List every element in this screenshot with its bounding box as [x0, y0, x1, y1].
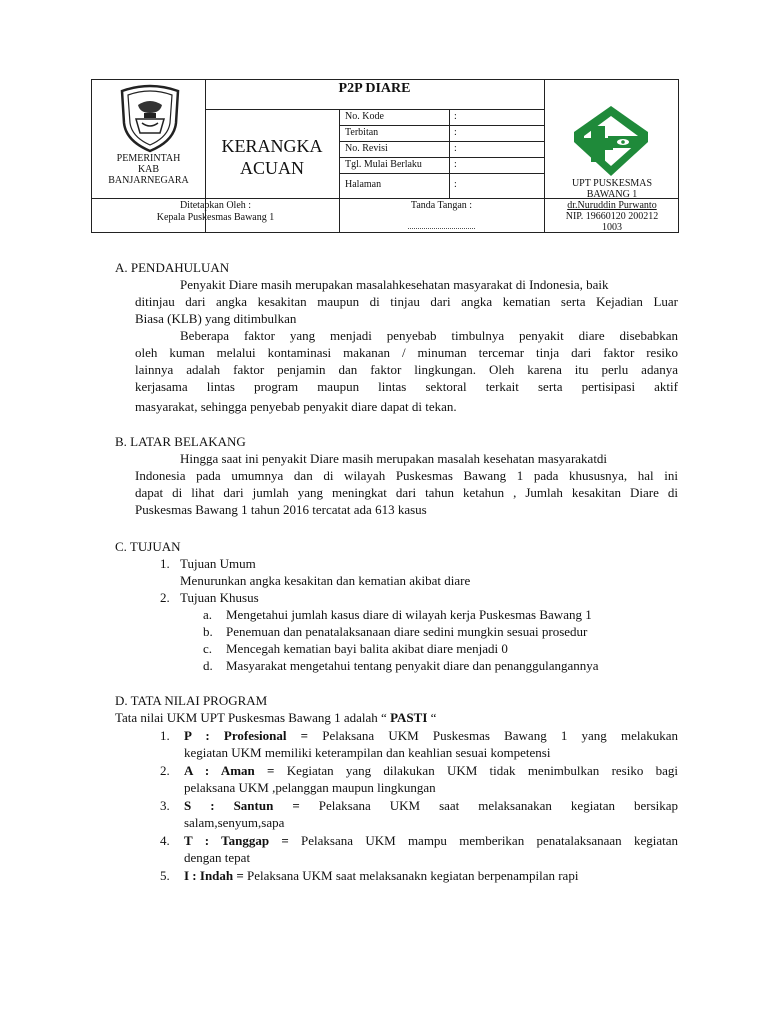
- value-key: P : Profesional =: [184, 728, 309, 743]
- ditetapkan-label: Ditetapkan Oleh :: [179, 200, 252, 211]
- field-sep: :: [454, 143, 457, 154]
- field-sep: :: [454, 127, 457, 138]
- paragraph-line: ditinjau dari angka kesakitan maupun di tinjau dari angka kematian serta Kejadian Luar: [135, 294, 678, 309]
- right-org-line: BAWANG 1: [586, 189, 638, 200]
- paragraph-line: lainnya adalah faktor penjamin dan faktor lingkungan. Oleh karena itu perlu adanya: [135, 362, 678, 377]
- document-type-line: KERANGKA: [221, 136, 323, 156]
- list-item: [184, 797, 678, 814]
- list-number: 2.: [160, 590, 170, 605]
- field-label-halaman: Halaman: [345, 179, 382, 190]
- field-sep: :: [454, 179, 457, 190]
- paragraph-line: masyarakat, sehingga penyebab penyakit diare dapat di tekan.: [135, 399, 457, 414]
- list-letter: d.: [203, 658, 213, 673]
- paragraph-line: Hingga saat ini penyakit Diare masih merupakan masalah kesehatan masyarakatdi: [180, 451, 608, 466]
- list-item: Tujuan Umum: [180, 556, 256, 571]
- value-key: I : Indah =: [184, 868, 244, 883]
- list-letter: b.: [203, 624, 213, 639]
- field-label-tgl-berlaku: Tgl. Mulai Berlaku: [345, 159, 422, 170]
- list-item-cont: dengan tepat: [184, 850, 251, 865]
- list-item: [184, 727, 678, 744]
- value-text: Kegiatan yang dilakukan UKM tidak menimbulkan resiko bagi: [286, 763, 678, 778]
- intro-bold: PASTI: [386, 710, 428, 725]
- list-item: Penemuan dan penatalaksanaan diare sedini mungkin sesuai prosedur: [226, 624, 588, 639]
- list-item: Masyarakat mengetahui tentang penyakit diare dan penanggulangannya: [226, 658, 599, 673]
- program-title: P2P DIARE: [338, 81, 411, 96]
- list-item: Menurunkan angka kesakitan dan kematian akibat diare: [180, 573, 471, 588]
- paragraph-line: dapat di lihat dari jumlah yang meningkat dari tahun ketahun , Jumlah kesakitan Diare di: [135, 485, 678, 500]
- signer-nip: 1003: [602, 222, 622, 233]
- list-item: [184, 832, 678, 849]
- list-item: [184, 762, 678, 779]
- list-letter: c.: [203, 641, 213, 656]
- signer-nip: NIP. 19660120 200212: [565, 211, 659, 222]
- tata-nilai-intro: [115, 709, 436, 726]
- value-key: A : Aman =: [184, 763, 275, 778]
- list-number: 2.: [160, 763, 170, 778]
- intro-text: Tata nilai UKM UPT Puskesmas Bawang 1 adalah “: [115, 710, 387, 725]
- list-number: 3.: [160, 798, 170, 813]
- left-org-line: PEMERINTAH: [116, 153, 181, 164]
- left-org-line: BANJARNEGARA: [108, 175, 189, 186]
- list-item: Tujuan Khusus: [180, 590, 259, 605]
- list-item-cont: pelaksana UKM ,pelanggan maupun lingkungan: [184, 780, 436, 795]
- list-item: Mengetahui jumlah kasus diare di wilayah kerja Puskesmas Bawang 1: [226, 607, 592, 622]
- signature-line: ..................................: [407, 222, 476, 231]
- paragraph-line: Beberapa faktor yang menjadi penyebab timbulnya penyakit diare disebabkan: [180, 328, 678, 343]
- right-org-line: UPT PUSKESMAS: [571, 178, 653, 189]
- paragraph-line: Indonesia pada umumnya dan di wilayah Puskesmas Bawang 1 pada khususnya, hal ini: [135, 468, 678, 483]
- field-sep: :: [454, 111, 457, 122]
- list-item: Mencegah kematian bayi balita akibat diare menjadi 0: [226, 641, 508, 656]
- intro-text: “: [427, 710, 437, 725]
- value-key: S : Santun =: [184, 798, 300, 813]
- list-item-cont: salam,senyum,sapa: [184, 815, 285, 830]
- section-c-heading: C. TUJUAN: [115, 539, 181, 554]
- left-org-line: KAB: [137, 164, 160, 175]
- value-text: Pelaksana UKM saat melaksanakan kegiatan bersikap: [318, 798, 679, 813]
- section-a-heading: A. PENDAHULUAN: [115, 260, 230, 275]
- paragraph-line: Biasa (KLB) yang ditimbulkan: [135, 311, 297, 326]
- paragraph-line: kerjasama lintas program maupun lintas sektoral terkait serta pertisipasi aktif: [135, 379, 678, 394]
- signer-name: dr.Nuruddin Purwanto: [567, 200, 657, 211]
- list-item-cont: kegiatan UKM memiliki keterampilan dan keahlian sesuai kompetensi: [184, 745, 551, 760]
- field-label-kode: No. Kode: [345, 111, 384, 122]
- paragraph-line: Puskesmas Bawang 1 tahun 2016 tercatat ada 613 kasus: [135, 502, 427, 517]
- field-label-revisi: No. Revisi: [345, 143, 388, 154]
- value-text: Pelaksana UKM mampu memberikan penatalaksanaan kegiatan: [301, 833, 678, 848]
- field-sep: :: [454, 159, 457, 170]
- list-number: 1.: [160, 556, 170, 571]
- list-number: 4.: [160, 833, 170, 848]
- paragraph-line: oleh kuman melalui kontaminasi makanan / minuman tercemar tinja dari faktor resiko: [135, 345, 678, 360]
- value-text: Pelaksana UKM Puskesmas Bawang 1 yang melakukan: [322, 728, 678, 743]
- list-number: 5.: [160, 868, 170, 883]
- field-label-terbitan: Terbitan: [345, 127, 379, 138]
- value-key: T : Tanggap =: [184, 833, 289, 848]
- document-type-line: ACUAN: [239, 158, 304, 178]
- paragraph-line: Penyakit Diare masih merupakan masalahkesehatan masyarakat di Indonesia, baik: [180, 277, 609, 292]
- section-b-heading: B. LATAR BELAKANG: [115, 434, 246, 449]
- value-text: Pelaksana UKM saat melaksanakn kegiatan berpenampilan rapi: [247, 868, 579, 883]
- list-number: 1.: [160, 728, 170, 743]
- list-letter: a.: [203, 607, 213, 622]
- list-item: [184, 867, 578, 884]
- ditetapkan-value: Kepala Puskesmas Bawang 1: [156, 212, 275, 223]
- tanda-tangan-label: Tanda Tangan :: [410, 200, 473, 211]
- section-d-heading: D. TATA NILAI PROGRAM: [115, 693, 268, 708]
